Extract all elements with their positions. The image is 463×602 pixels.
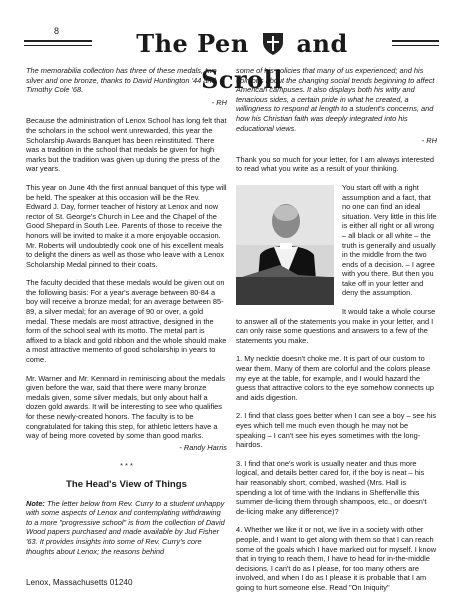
left-column — [26, 66, 227, 565]
page-number: 8 — [50, 26, 63, 36]
editor-note — [26, 499, 227, 557]
article-paragraph: Mr. Warner and Mr. Kennard in reminiscing about the medals given before the war, said that there were many bronze medals given, some silver medals, but only about half a dozen gold awards. It will be interesting to see who qualifies for these newly-created honors. The faculty is to be congratulated for taking this step, for athletic letters have a way of being more coveted by some than good marks. — [26, 373, 225, 441]
letter-paragraph: Thank you so much for your letter, for I am always interested to read what you write as a result of your thinking. — [236, 154, 434, 174]
memorabilia-paragraph: The memorabilia collection has three of these medals, two silver and one bronze, thanks to David Huntington '44 and Timothy Cole '68. — [26, 66, 217, 95]
section-heading: The Head's View of Things — [66, 478, 187, 490]
letter-paragraph: 4. Whether we like it or not, we live in a society with other people, and I want to get along with them so that I can reach some of the goals which I have marked out for myself. I know that in trying to reach them, I have to head for in-the-middle decisions. I can't do as I please, for too many others are involved, and when I do as I please it is probable that I am going to hurt someone else. Read "On Iniquity" — [236, 525, 437, 592]
title-right: and Scroll — [201, 29, 348, 94]
article-paragraph: This year on June 4th the first annual banquet of this type will be held. The speaker at this occasion will be the Rev. Edward J. Day, former teacher of history at Lenox and now rector of St. George's Church in Lee and the Chapel of the Good Shepard in South Lee. Parents of those to receive the honors will be invited to make it a more enjoyable occasion. Mr. Roberts will undoubtedly cook one of his excellent meals to delight the diners as well as those who leave with a Lenox Scholarship Medal pinned to their coats. — [26, 182, 227, 269]
byline-rh: - RH — [421, 136, 437, 146]
note-label: Note: — [26, 498, 45, 508]
portrait-photo — [236, 185, 334, 305]
letter-paragraph: 2. I find that class goes better when I can see a boy – see his eyes which tell me much even though he may not be speaking – I can't see his eyes sometimes with the long-hairdos. — [236, 411, 437, 450]
footer-address: Lenox, Massachusetts 01240 — [26, 578, 133, 587]
article-paragraph: The faculty decided that these medals would be given out on the following basis: For a year's average between 80-84 a boy will receive a bronze medal; for an average between 85-89, a silver medal; for an average of 90 or over, a gold medal. These medals are most attractive, designed in the form of the school seal with its motto. The metal part is affixed to a black and gold ribbon and the whole should make a most attractive memento of good scholarship in years to come. — [26, 278, 227, 365]
article-paragraph: Because the administration of Lenox School has long felt that the scholars in the school went unrewarded, this year the Scholarship Awards Banquet has been reinstituted. There was a tradition in the school that medals be given for high marks but the tradition was given up during the press of the war years. — [26, 116, 227, 174]
letter-paragraph: 3. I find that one's work is usually neater and thus more logical, and details better cared for, if the boy is neat – his hair reasonably short, combed, washed (Mrs. Hall is spending a lot of time with the Indians in Shefferville this summer de-licing them through shampoos, etc., or doesn't de-licing make any difference)? — [236, 458, 427, 516]
title-left: The Pen — [136, 29, 249, 58]
byline-randy-harris: - Randy Harris — [179, 442, 227, 452]
note-text: The letter below from Rev. Curry to a student unhappy with some aspects of Lenox and contemplating withdrawing to a more "progressive school" is from the collection of David Wood papers purchased and made available by Jud Fisher '63. It provides insights into some of Rev. Curry's core thoughts about Lenox; the reasons behind — [26, 498, 225, 556]
note-continuation: some of his policies that many of us experienced; and his opinions about the changing social trends beginning to affect American campuses. It also displays both his witty and tenacious sides, a certain pride in what he created, a willingness to respond at length to a student's concerns, and how his Christian faith was deeply integrated into his educational views. — [236, 66, 435, 133]
letter-paragraph: You start off with a right assumption and a fact, that no one can find an ideal situation. Very little in this life is either all right or all wrong – all black or all white – the truth is generally and usually in the middle from the two ends of a decision. – I agree with you there. But then you take off in your letter and deny the assumption. — [342, 182, 437, 298]
school-crest-icon — [262, 32, 284, 56]
clergyman-portrait-image — [236, 185, 334, 305]
letter-paragraph: 1. My necktie doesn't choke me. It is part of our custom to wear them. Many of them are colorful and the colors please my eye at the table, for example, and I would hazard the guess that attractive colors to the eye somehow connects up and aids digestion. — [236, 354, 435, 402]
byline-rh: - RH — [211, 97, 227, 107]
section-divider: * * * — [120, 461, 133, 471]
letter-paragraph: It would take a whole course to answer all of the statements you make in your letter, and I can only raise some questions and answers to a few of the statements you make. — [236, 307, 436, 345]
right-column — [236, 66, 437, 602]
